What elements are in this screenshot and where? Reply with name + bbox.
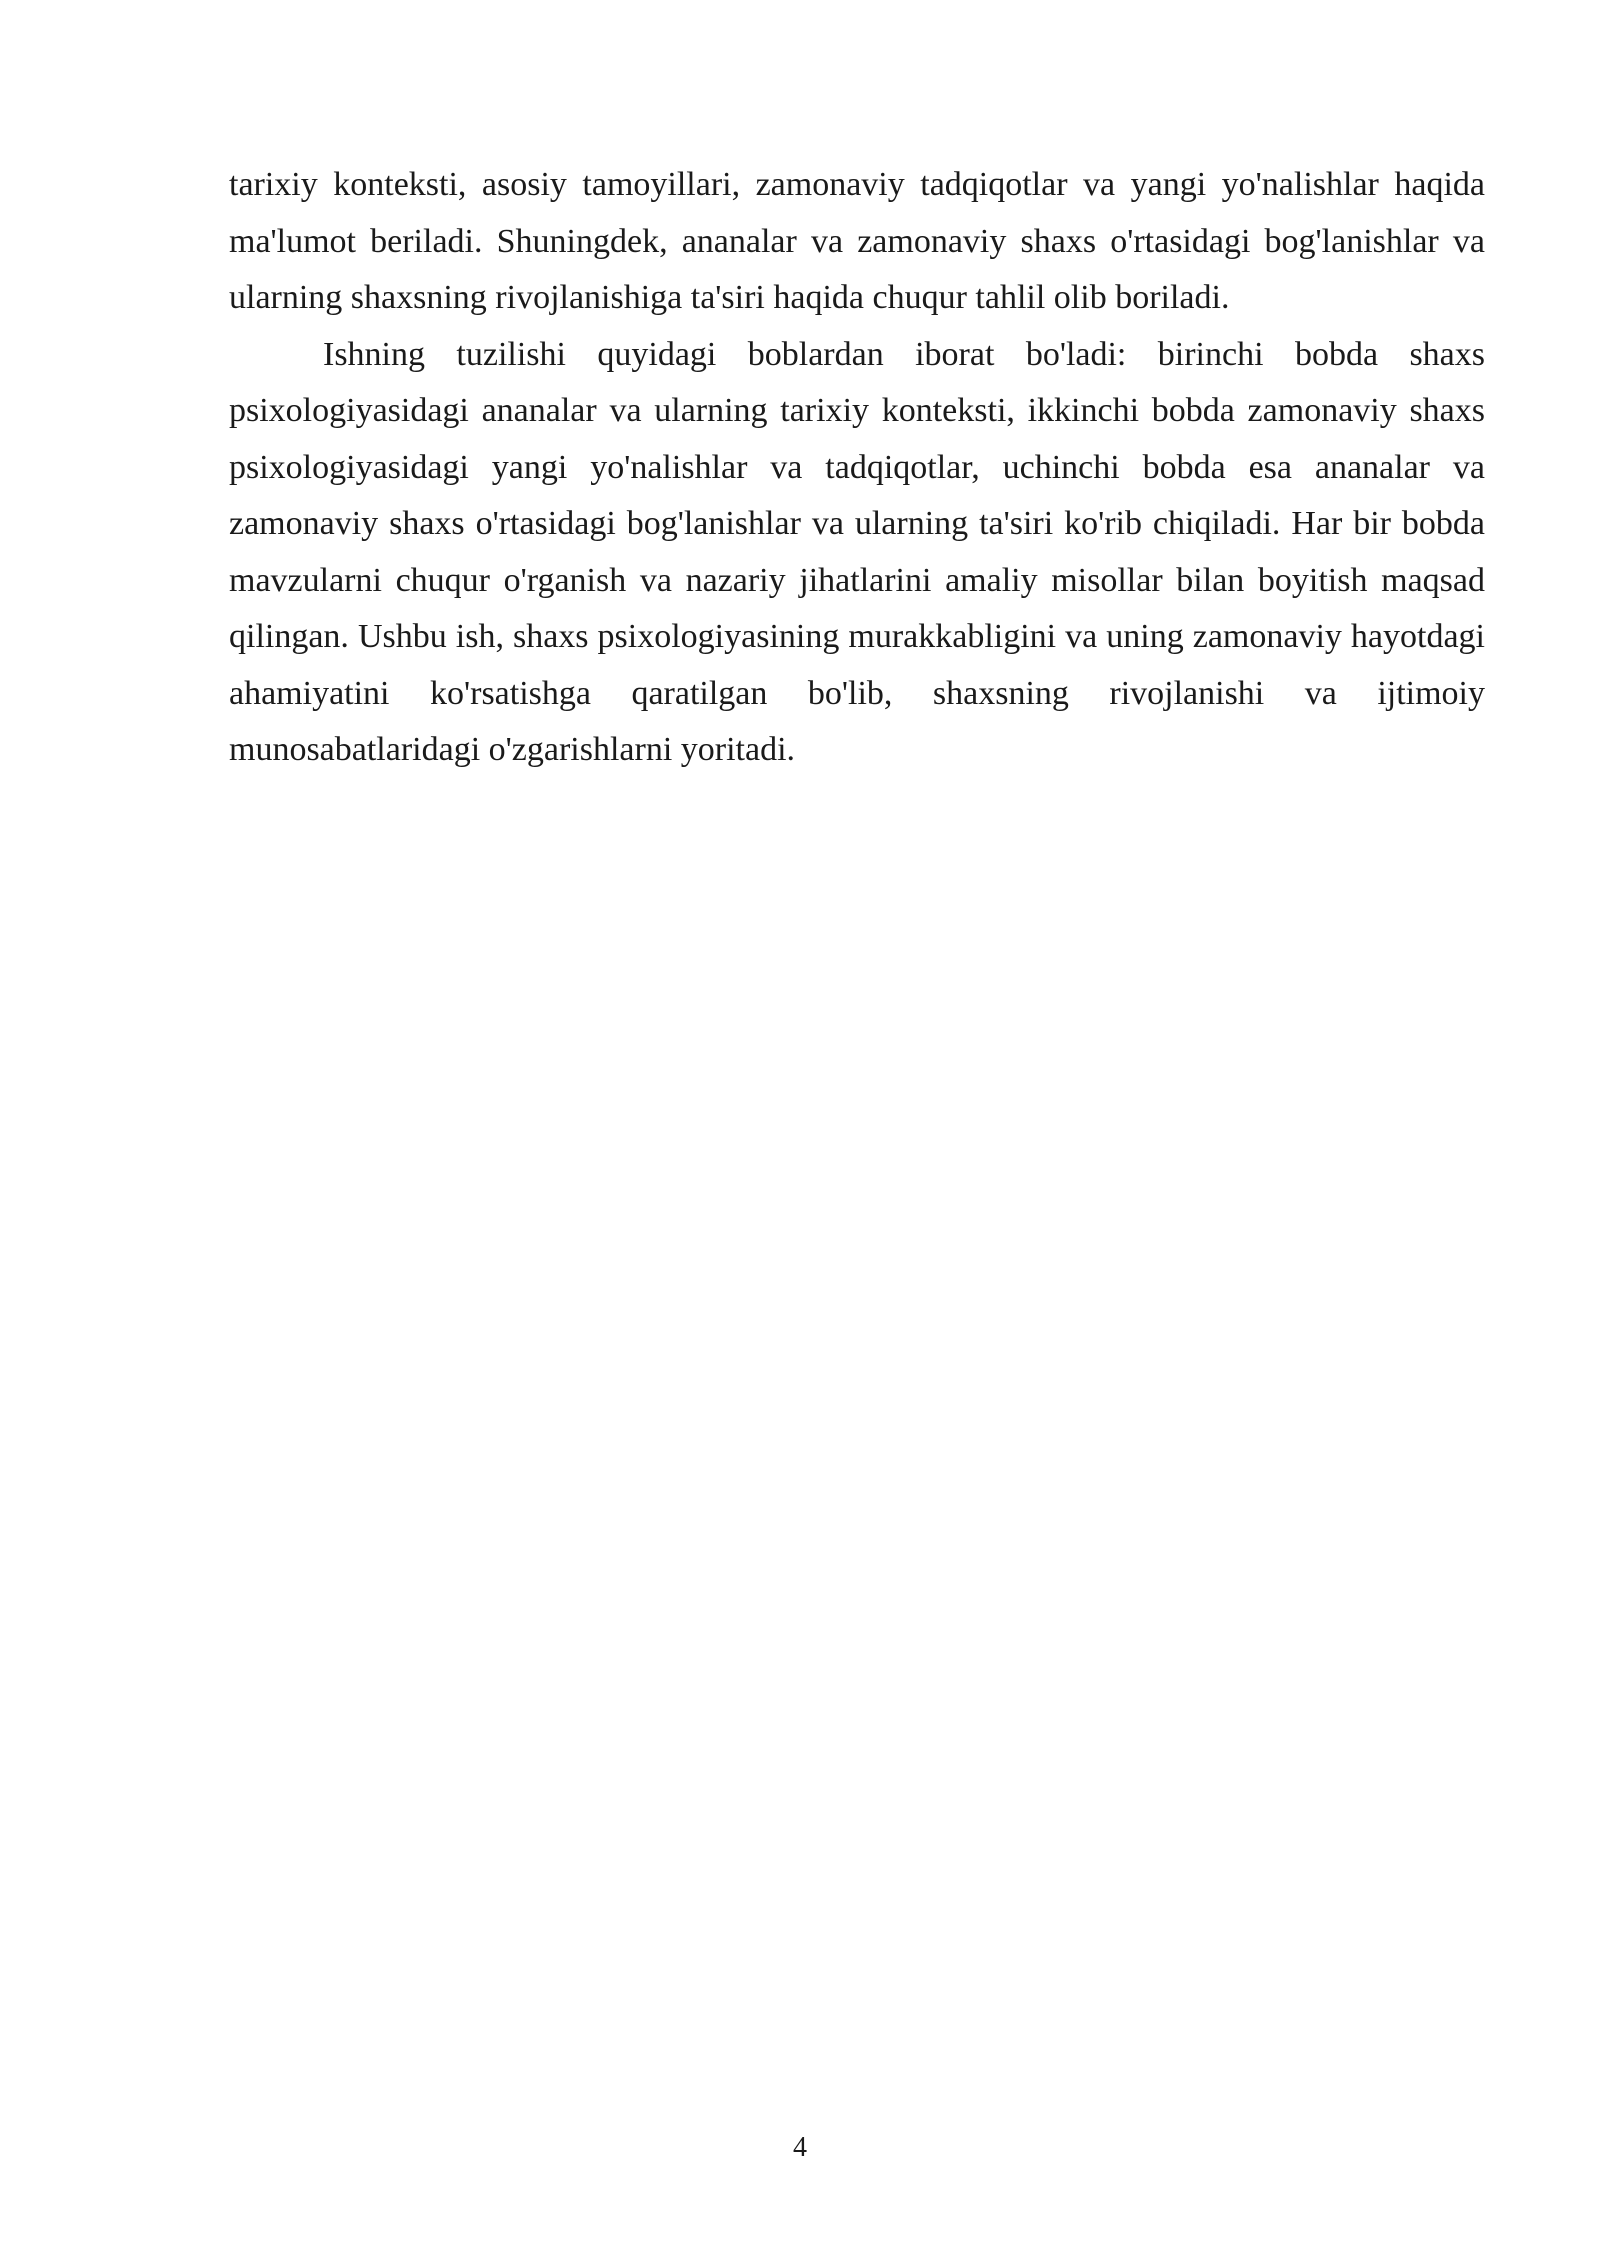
body-text [229, 157, 1485, 779]
paragraph-structure: Ishning tuzilishi quyidagi boblardan iborat bo'ladi: birinchi bobda shaxs psixologiyasidagi ananalar va ularning tarixiy konteksti, ikkinchi bobda zamonaviy shaxs psixologiyasidagi yangi yo'nalishlar va tadqiqotlar, uchinchi bobda esa ananalar va zamonaviy shaxs o'rtasidagi bog'lanishlar va ularning ta'siri ko'rib chiqiladi. Har bir bobda mavzularni chuqur o'rganish va nazariy jihatlarini amaliy misollar bilan boyitish maqsad qilingan. Ushbu ish, shaxs psixologiyasining murakkabligini va uning zamonaviy hayotdagi ahamiyatini ko'rsatishga qaratilgan bo'lib, shaxsning rivojlanishi va ijtimoiy munosabatlaridagi o'zgarishlarni yoritadi. [229, 335, 1485, 768]
page-number: 4 [793, 2132, 807, 2163]
paragraph-continuation: tarixiy konteksti, asosiy tamoyillari, zamonaviy tadqiqotlar va yangi yo'nalishlar haqida ma'lumot beriladi. Shuningdek, ananalar va zamonaviy shaxs o'rtasidagi bog'lanishlar va ularning shaxsning rivojlanishiga ta'siri haqida chuqur tahlil olib boriladi. [229, 166, 1485, 316]
